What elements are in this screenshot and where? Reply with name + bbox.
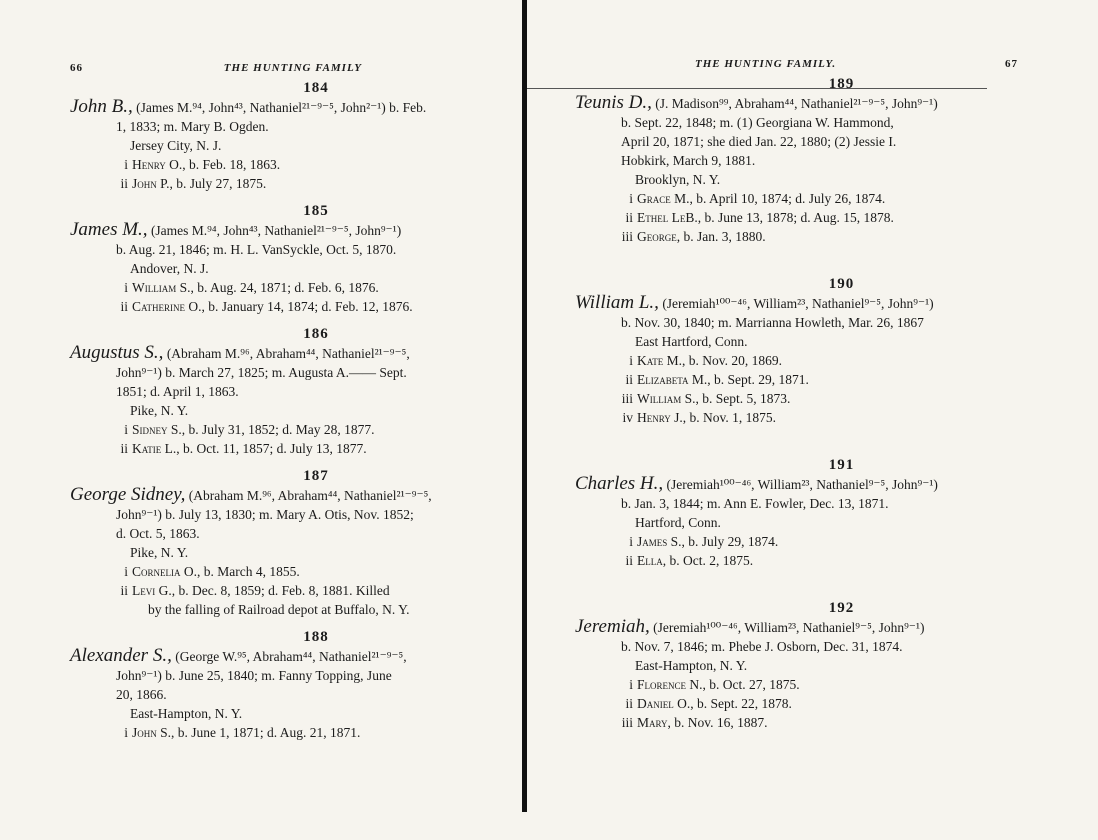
child-dates: b. Dec. 8, 1859; d. Feb. 8, 1881. Killed: [175, 583, 390, 598]
child-record: [70, 278, 502, 297]
child-index: i: [629, 191, 633, 206]
child-record: [70, 420, 502, 439]
child-dates: b. July 29, 1874.: [684, 534, 779, 549]
entry-list: [575, 76, 1018, 732]
entry-number: 187: [303, 468, 329, 484]
page-number: 67: [1005, 58, 1018, 70]
child-name: George,: [637, 229, 681, 244]
child-dates: b. July 27, 1875.: [172, 176, 267, 191]
entry-text-line: John⁹⁻¹) b. July 13, 1830; m. Mary A. Otis, Nov. 1852;: [116, 507, 414, 522]
page-number: 66: [70, 62, 83, 74]
entry-headline: [70, 220, 502, 240]
entry-number: 188: [303, 629, 329, 645]
entry-number: 186: [303, 326, 329, 342]
genealogy-entry: [575, 600, 1018, 732]
child-record: [70, 297, 502, 316]
child-index: i: [124, 564, 128, 579]
entry-headline: [70, 97, 502, 117]
child-name: William S.,: [637, 391, 699, 406]
entry-headline: [575, 617, 1018, 637]
running-title: THE HUNTING FAMILY: [223, 62, 362, 74]
entry-text-line: b. Sept. 22, 1848; m. (1) Georgiana W. Hammond,: [621, 115, 894, 130]
entry-text-line: b. Nov. 30, 1840; m. Marrianna Howleth, Mar. 26, 1867: [621, 315, 924, 330]
entry-text-line: Hobkirk, March 9, 1881.: [621, 153, 756, 168]
running-head: [575, 58, 1018, 70]
entry-number: 192: [828, 600, 855, 616]
child-record: [575, 189, 1018, 208]
child-record: [70, 155, 502, 174]
child-dates: b. Jan. 3, 1880.: [680, 229, 766, 244]
child-dates: b. Nov. 1, 1875.: [686, 410, 777, 425]
person-name: Teunis D.,: [575, 92, 652, 113]
child-index: i: [124, 157, 128, 172]
child-name: Daniel O.,: [637, 696, 694, 711]
entry-headline: [575, 93, 1018, 113]
child-index: ii: [120, 583, 128, 598]
entry-headline: [70, 343, 502, 363]
entry-text-line: d. Oct. 5, 1863.: [116, 526, 200, 541]
entry-text-line: b. Aug. 21, 1846; m. H. L. VanSyckle, Oct. 5, 1870.: [116, 242, 397, 257]
child-name: John P.,: [132, 176, 173, 191]
child-name: Sidney S.,: [132, 422, 186, 437]
child-dates: b. Oct. 27, 1875.: [705, 677, 800, 692]
child-index: i: [629, 353, 633, 368]
entry-headline: [70, 485, 502, 505]
child-dates: b. March 4, 1855.: [200, 564, 300, 579]
child-dates: b. Feb. 18, 1863.: [185, 157, 281, 172]
child-index: ii: [625, 553, 633, 568]
child-record: [575, 694, 1018, 713]
genealogy-entry: [70, 468, 502, 619]
child-index: iii: [621, 229, 633, 244]
genealogy-entry: [70, 326, 502, 458]
child-dates: b. Aug. 24, 1871; d. Feb. 6, 1876.: [193, 280, 379, 295]
child-name: Katie L.,: [132, 441, 180, 456]
genealogy-entry: [575, 276, 1018, 427]
child-index: i: [629, 677, 633, 692]
child-name: Catherine O.,: [132, 299, 205, 314]
residence-place: Andover, N. J.: [130, 261, 209, 276]
child-index: iv: [622, 410, 633, 425]
child-record: [575, 370, 1018, 389]
child-index: i: [124, 422, 128, 437]
genealogy-entry: [575, 76, 1018, 246]
child-dates: b. April 10, 1874; d. July 26, 1874.: [692, 191, 886, 206]
child-name: Ella,: [637, 553, 667, 568]
child-record: [575, 532, 1018, 551]
entry-headline: [575, 293, 1018, 313]
genealogy-entry: [70, 203, 502, 316]
child-record: [70, 174, 502, 193]
lineage-text: (James M.⁹⁴, John⁴³, Nathaniel²¹⁻⁹⁻⁵, John²⁻¹) b. Feb.: [136, 100, 427, 115]
child-dates: b. Sept. 5, 1873.: [698, 391, 791, 406]
lineage-text: (Abraham M.⁹⁶, Abraham⁴⁴, Nathaniel²¹⁻⁹⁻⁵,: [188, 488, 432, 503]
child-dates: b. Oct. 11, 1857; d. July 13, 1877.: [179, 441, 367, 456]
lineage-text: (J. Madison⁹⁹, Abraham⁴⁴, Nathaniel²¹⁻⁹⁻⁵, John⁹⁻¹): [655, 96, 938, 111]
child-record: [70, 439, 502, 458]
entry-number: 190: [828, 276, 855, 292]
child-dates: b. Nov. 20, 1869.: [685, 353, 782, 368]
child-record: [575, 713, 1018, 732]
entry-number: 191: [828, 457, 855, 473]
child-dates: b. June 1, 1871; d. Aug. 21, 1871.: [174, 725, 361, 740]
lineage-text: (Jeremiah¹⁰⁰⁻⁴⁶, William²³, Nathaniel⁹⁻⁵, John⁹⁻¹): [662, 296, 934, 311]
child-index: ii: [120, 176, 128, 191]
running-title: THE HUNTING FAMILY.: [695, 58, 837, 70]
entry-number: 189: [828, 76, 855, 92]
person-name: George Sidney,: [70, 484, 186, 505]
genealogy-entry: [70, 629, 502, 742]
child-record: [575, 551, 1018, 570]
child-dates: b. Sept. 29, 1871.: [710, 372, 809, 387]
child-name: Levi G.,: [132, 583, 176, 598]
child-index: ii: [120, 441, 128, 456]
child-record: [70, 562, 502, 581]
child-index: ii: [625, 210, 633, 225]
child-index: i: [629, 534, 633, 549]
entry-number: 185: [303, 203, 329, 219]
residence-place: Hartford, Conn.: [635, 515, 721, 530]
child-dates: b. Nov. 16, 1887.: [670, 715, 768, 730]
entry-text-line: John⁹⁻¹) b. June 25, 1840; m. Fanny Topping, June: [116, 668, 392, 683]
child-record: [575, 389, 1018, 408]
child-record: [575, 351, 1018, 370]
child-name: Kate M.,: [637, 353, 686, 368]
lineage-text: (George W.⁹⁵, Abraham⁴⁴, Nathaniel²¹⁻⁹⁻⁵,: [175, 649, 407, 664]
entry-text-line: 1, 1833; m. Mary B. Ogden.: [116, 119, 269, 134]
entry-number: 184: [303, 80, 329, 96]
lineage-text: (James M.⁹⁴, John⁴³, Nathaniel²¹⁻⁹⁻⁵, John⁹⁻¹): [150, 223, 402, 238]
entry-text-line: b. Jan. 3, 1844; m. Ann E. Fowler, Dec. 13, 1871.: [621, 496, 889, 511]
child-name: Florence N.,: [637, 677, 706, 692]
child-index: ii: [625, 696, 633, 711]
child-name: John S.,: [132, 725, 175, 740]
book-spine: [522, 0, 527, 812]
child-dates: b. January 14, 1874; d. Feb. 12, 1876.: [204, 299, 413, 314]
person-name: John B.,: [70, 96, 133, 117]
residence-place: Pike, N. Y.: [130, 545, 189, 560]
entry-text-line: b. Nov. 7, 1846; m. Phebe J. Osborn, Dec. 31, 1874.: [621, 639, 903, 654]
child-name: Henry O.,: [132, 157, 186, 172]
residence-place: Pike, N. Y.: [130, 403, 189, 418]
person-name: James M.,: [70, 219, 148, 240]
child-index: ii: [625, 372, 633, 387]
child-name: Cornelia O.,: [132, 564, 201, 579]
genealogy-entry: [70, 80, 502, 193]
entry-text-line: April 20, 1871; she died Jan. 22, 1880; (2) Jessie I.: [621, 134, 897, 149]
child-record: [575, 227, 1018, 246]
person-name: Augustus S.,: [70, 342, 164, 363]
child-name: Elizabeta M.,: [637, 372, 711, 387]
child-index: iii: [621, 715, 633, 730]
child-record: [575, 408, 1018, 427]
child-record: [575, 675, 1018, 694]
residence-place: East-Hampton, N. Y.: [635, 658, 748, 673]
child-index: iii: [621, 391, 633, 406]
child-name: James S.,: [637, 534, 685, 549]
residence-place: Brooklyn, N. Y.: [635, 172, 721, 187]
child-dates: b. Sept. 22, 1878.: [693, 696, 792, 711]
left-page: [0, 0, 522, 840]
person-name: Alexander S.,: [70, 645, 172, 666]
running-head: [70, 62, 502, 74]
person-name: Charles H.,: [575, 473, 664, 494]
entry-headline: [70, 646, 502, 666]
entry-list: [70, 80, 502, 742]
child-index: i: [124, 280, 128, 295]
right-page: [530, 0, 1098, 840]
residence-place: Jersey City, N. J.: [130, 138, 222, 153]
child-name: Grace M.,: [637, 191, 693, 206]
child-record: [575, 208, 1018, 227]
genealogy-entry: [575, 457, 1018, 570]
entry-text-line: John⁹⁻¹) b. March 27, 1825; m. Augusta A.—— Sept.: [116, 365, 407, 380]
lineage-text: (Jeremiah¹⁰⁰⁻⁴⁶, William²³, Nathaniel⁹⁻⁵, John⁹⁻¹): [653, 620, 925, 635]
lineage-text: (Jeremiah¹⁰⁰⁻⁴⁶, William²³, Nathaniel⁹⁻⁵, John⁹⁻¹): [666, 477, 938, 492]
person-name: Jeremiah,: [575, 616, 650, 637]
entry-headline: [575, 474, 1018, 494]
child-name: Mary,: [637, 715, 671, 730]
lineage-text: (Abraham M.⁹⁶, Abraham⁴⁴, Nathaniel²¹⁻⁹⁻⁵,: [166, 346, 410, 361]
child-record: [70, 723, 502, 742]
entry-text-line: 20, 1866.: [116, 687, 167, 702]
child-dates: b. Oct. 2, 1875.: [666, 553, 754, 568]
residence-place: East-Hampton, N. Y.: [130, 706, 243, 721]
child-name: William S.,: [132, 280, 194, 295]
child-index: i: [124, 725, 128, 740]
child-name: Henry J.,: [637, 410, 687, 425]
child-name: Ethel LeB.,: [637, 210, 702, 225]
child-note: by the falling of Railroad depot at Buffalo, N. Y.: [148, 602, 410, 617]
entry-text-line: 1851; d. April 1, 1863.: [116, 384, 239, 399]
child-dates: b. June 13, 1878; d. Aug. 15, 1878.: [701, 210, 894, 225]
child-index: ii: [120, 299, 128, 314]
person-name: William L.,: [575, 292, 659, 313]
child-dates: b. July 31, 1852; d. May 28, 1877.: [185, 422, 375, 437]
residence-place: East Hartford, Conn.: [635, 334, 748, 349]
child-record: [70, 581, 502, 600]
